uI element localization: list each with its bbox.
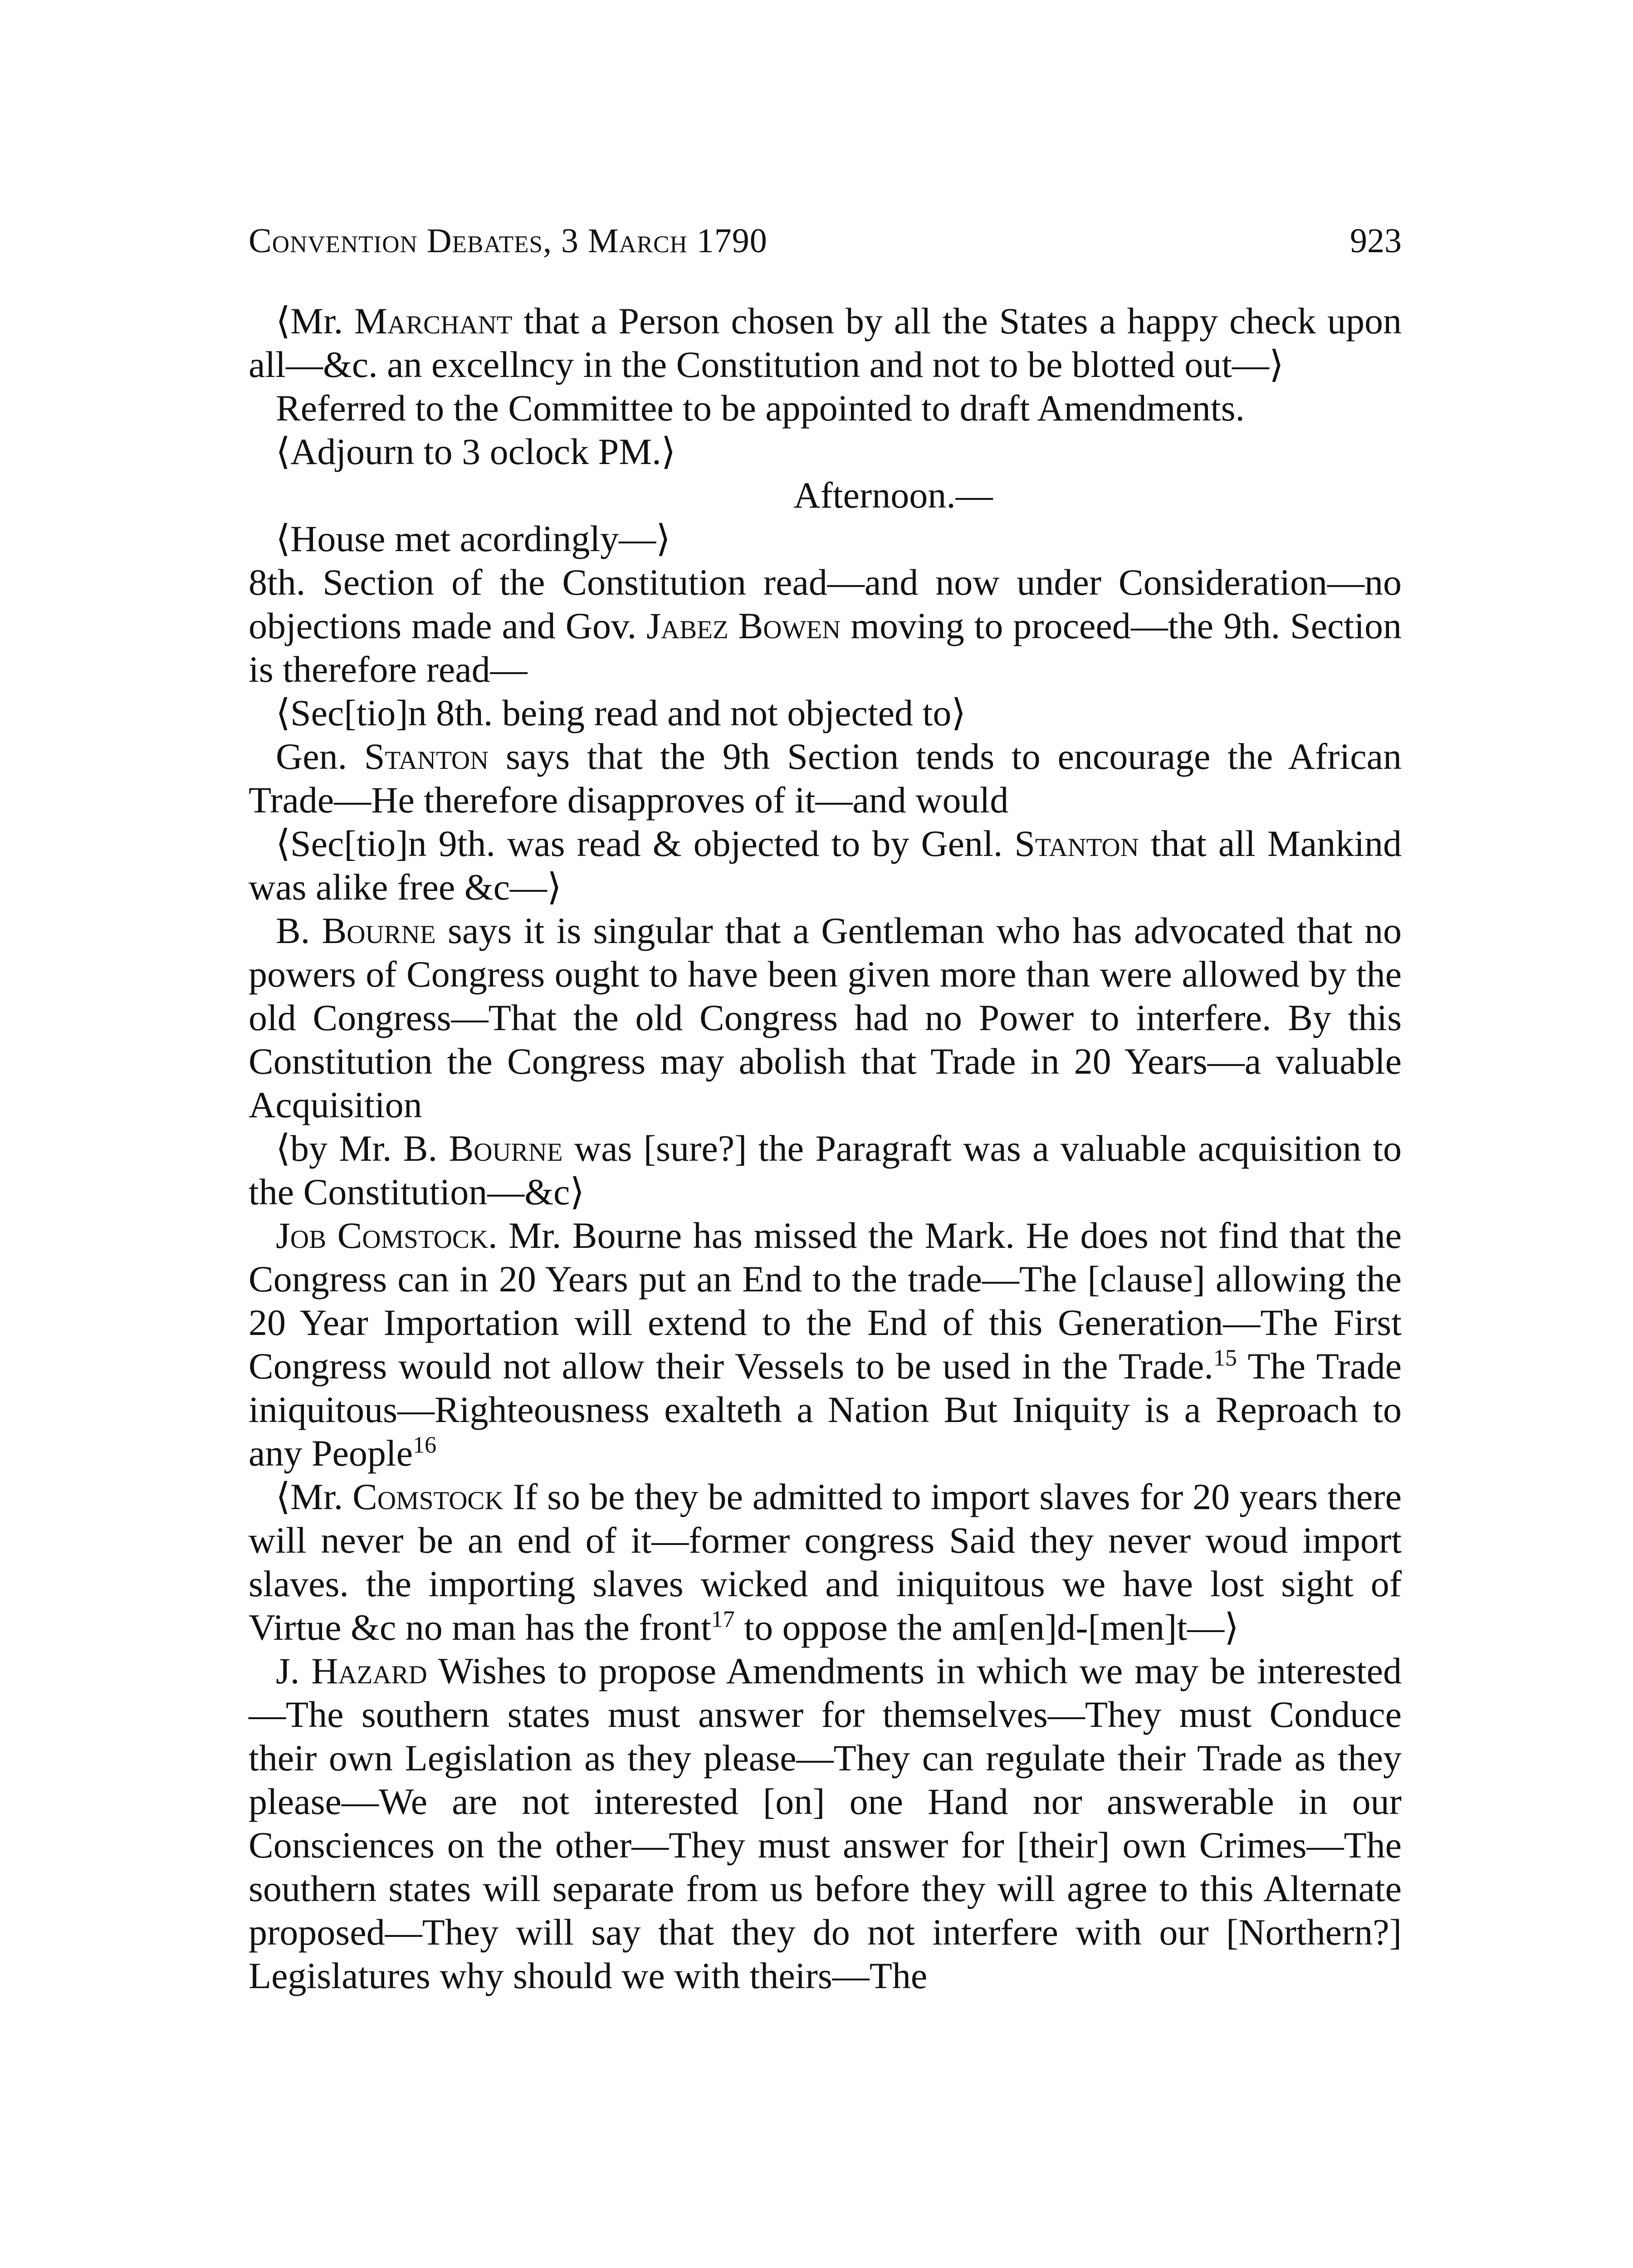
paragraph: ⟨by Mr. B. Bourne was [sure?] the Paragraft was a valuable acquisition to the Constitution—&c⟩ xyxy=(249,1128,1402,1212)
speaker-name: Bourne xyxy=(449,1128,563,1169)
running-title: Convention Debates, 3 March 1790 xyxy=(249,222,768,260)
speaker-name: Hazard xyxy=(311,1650,427,1691)
paragraph: Job Comstock. Mr. Bourne has missed the Mark. He does not find that the Congress can in 20 Years put an End to the trade—The [clause] allowing the 20 Year Importation will extend to the End of this Generation—The First Congress would not allow their Vessels to be used in the Trade.$^{15}$ The Trade iniquitous—Righteousness exalteth a Nation But Iniquity is a Reproach to any People$^{16}$ xyxy=(249,1215,1402,1474)
page-number: 923 xyxy=(1350,222,1402,260)
footnote-ref: 17 xyxy=(711,1606,735,1633)
paragraph: ⟨Mr. Marchant that a Person chosen by all the States a happy check upon all—&c. an excellncy in the Constitution and not to be blotted out—⟩ xyxy=(249,300,1402,385)
body-text xyxy=(249,299,1402,1998)
paragraph: ⟨Mr. Comstock If so be they be admitted to import slaves for 20 years there will never be an end of it—former congress Said they never woud import slaves. the importing slaves wicked and iniquitous we have lost sight of Virtue &c no man has the front$^{17}$ to oppose the am[en]d-[men]t—⟩ xyxy=(249,1476,1402,1648)
paragraph: 8th. Section of the Constitution read—and now under Consideration—no objections made and Gov. Jabez Bowen moving to proceed—the 9th. Section is therefore read— xyxy=(249,562,1402,690)
running-head xyxy=(249,220,1402,261)
paragraph: ⟨Adjourn to 3 oclock PM.⟩ xyxy=(276,431,676,472)
speaker-name: Stanton xyxy=(1014,823,1139,864)
footnote-ref: 15 xyxy=(1213,1345,1237,1371)
speaker-name: Bourne xyxy=(322,910,436,951)
speaker-name: Stanton xyxy=(364,736,489,777)
speaker-name: Jabez Bowen xyxy=(646,605,841,646)
section-heading: Afternoon.— xyxy=(793,474,993,516)
speaker-name: Comstock xyxy=(352,1476,504,1517)
paragraph: Gen. Stanton says that the 9th Section tends to encourage the African Trade—He therefore disapproves of it—and would xyxy=(249,736,1402,821)
paragraph: J. Hazard Wishes to propose Amendments in which we may be interested—The southern states must answer for themselves—They must Conduce their own Legislation as they please—They can regulate their Trade as they please—We are not interested [on] one Hand nor answerable in our Consciences on the other—They must answer for [their] own Crimes—The southern states will separate from us before they will agree to this Alternate proposed—They will say that they do not interfere with our [Northern?] Legislatures why should we with theirs—The xyxy=(249,1650,1402,1996)
paragraph: ⟨Sec[tio]n 8th. being read and not objected to⟩ xyxy=(276,692,966,733)
speaker-name: Job Comstock xyxy=(276,1215,489,1256)
paragraph: Referred to the Committee to be appointed to draft Amendments. xyxy=(276,387,1245,429)
paragraph: ⟨House met acordingly—⟩ xyxy=(276,518,671,559)
speaker-name: Marchant xyxy=(354,300,513,342)
paragraph: B. Bourne says it is singular that a Gentleman who has advocated that no powers of Congress ought to have been given more than were allowed by the old Congress—That the old Congress had no Power to interfere. By this Constitution the Congress may abolish that Trade in 20 Years—a valuable Acquisition xyxy=(249,910,1402,1125)
footnote-ref: 16 xyxy=(413,1432,437,1458)
paragraph: ⟨Sec[tio]n 9th. was read & objected to by Genl. Stanton that all Mankind was alike free &c—⟩ xyxy=(249,823,1402,908)
